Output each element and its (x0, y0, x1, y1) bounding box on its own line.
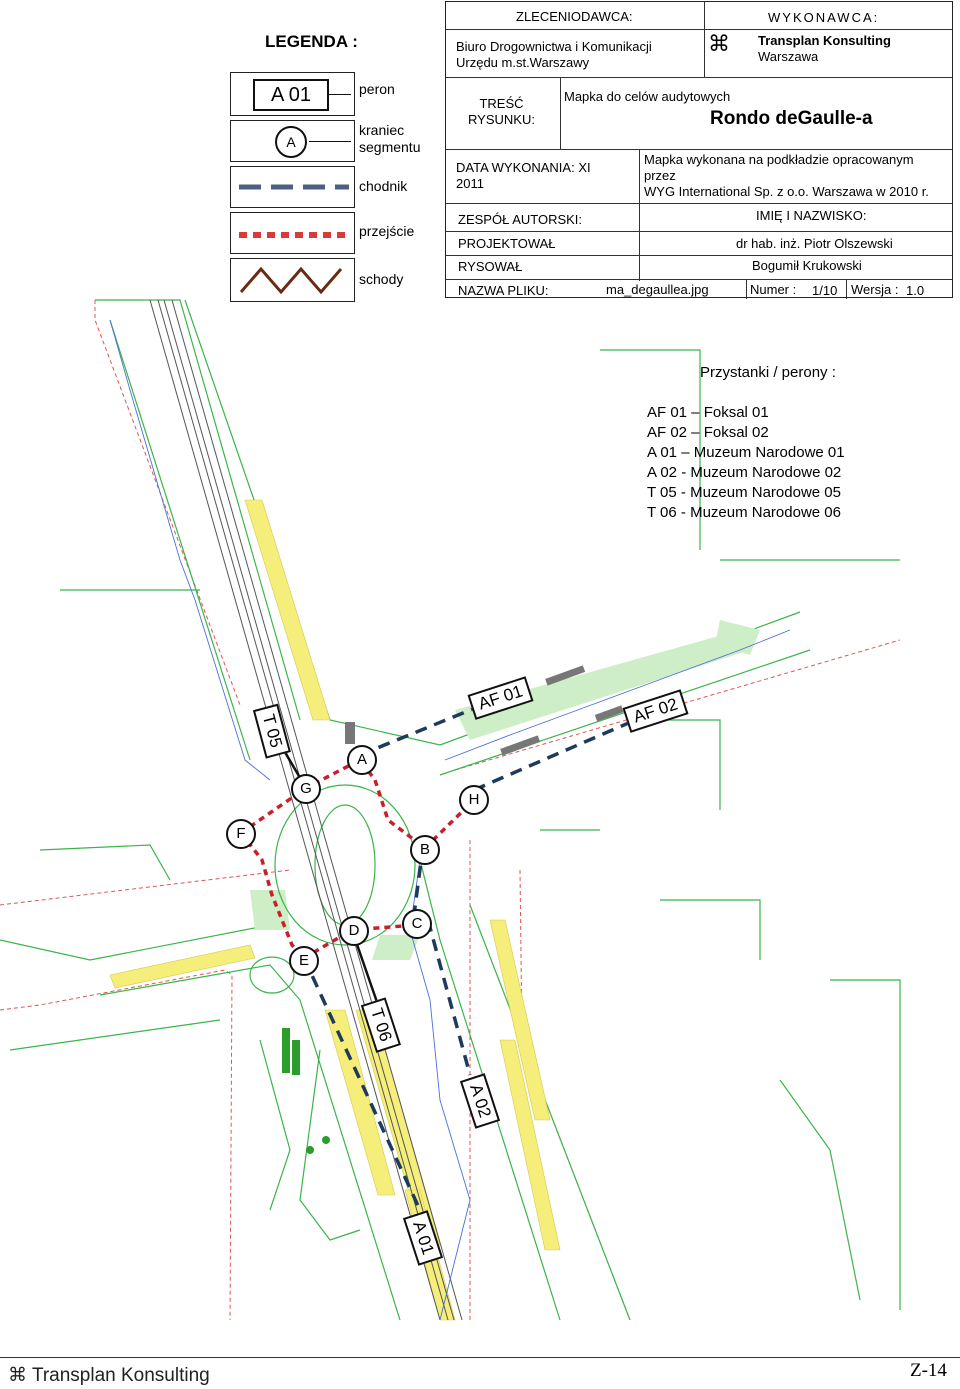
stops-list (647, 403, 845, 523)
roundabout (250, 785, 415, 993)
platform-A02[interactable]: A 02 (460, 1073, 500, 1129)
platform-AF02[interactable]: AF 02 (622, 689, 688, 733)
legend-label-przejscie: przejście (359, 223, 415, 239)
segment-node-D[interactable]: D (339, 916, 369, 946)
segment-node-G[interactable]: G (291, 774, 321, 804)
version-label: Wersja : (851, 282, 899, 297)
legend-label-kraniec: kraniec segmentu (359, 122, 421, 155)
footer-brand (8, 1364, 210, 1387)
client-name: Biuro Drogownictwa i Komunikacji Urzędu m.st.Warszawy (456, 39, 652, 70)
name-label: IMIĘ I NAZWISKO: (756, 208, 867, 223)
file-label: NAZWA PLIKU: (458, 283, 549, 298)
stop-item: T 05 - Muzeum Narodowe 05 (647, 484, 841, 501)
stop-item: T 06 - Muzeum Narodowe 06 (647, 504, 841, 521)
file-name: ma_degaullea.jpg (606, 282, 709, 297)
content-subtitle: Mapka do celów audytowych (564, 89, 731, 104)
stop-item: AF 02 – Foksal 02 (647, 424, 769, 441)
stops-title: Przystanki / perony : (700, 364, 836, 381)
legend-label-peron: peron (359, 81, 395, 97)
legend-label-schody: schody (359, 271, 404, 287)
date-label: DATA WYKONANIA: XI 2011 (456, 160, 591, 191)
page-number: Z-14 (910, 1360, 947, 1381)
platform-T06[interactable]: T 06 (361, 997, 401, 1052)
segment-node-H[interactable]: H (459, 785, 489, 815)
stop-item: AF 01 – Foksal 01 (647, 404, 769, 421)
legend-title: LEGENDA : (265, 32, 358, 51)
contractor-header: WYKONAWCA: (768, 10, 880, 25)
stop-item: A 02 - Muzeum Narodowe 02 (647, 464, 842, 481)
contractor-logo-icon: ⌘ (708, 31, 730, 56)
platform-A01[interactable]: A 01 (403, 1210, 443, 1266)
sidewalk-routes (304, 700, 640, 1210)
legend-segment-sample: A (275, 126, 307, 158)
drawn-label: RYSOWAŁ (458, 259, 523, 274)
number-label: Numer : (750, 282, 797, 297)
client-header: ZLECENIODAWCA: (516, 9, 633, 24)
team-label: ZESPÓŁ AUTORSKI: (458, 212, 583, 227)
platform-T05[interactable]: T 05 (253, 704, 291, 759)
content-label: TREŚĆ RYSUNKU: (468, 96, 535, 127)
version-value: 1.0 (906, 283, 925, 298)
number-value: 1/10 (812, 283, 838, 298)
designed-label: PROJEKTOWAŁ (458, 236, 556, 251)
segment-node-A[interactable]: A (347, 745, 377, 775)
legend-label-chodnik: chodnik (359, 178, 408, 194)
segment-node-B[interactable]: B (410, 835, 440, 865)
platform-AF01[interactable]: AF 01 (467, 676, 533, 720)
drawn-name: Bogumił Krukowski (752, 258, 862, 273)
footer-divider (0, 1357, 960, 1358)
source-note: Mapka wykonana na podkładzie opracowanym przez WYG International Sp. z o.o. Warszawa w 2010 r. (644, 152, 929, 199)
segment-node-F[interactable]: F (226, 819, 256, 849)
segment-node-E[interactable]: E (289, 946, 319, 976)
contractor-city: Warszawa (758, 49, 819, 64)
legend-platform-sample: A 01 (253, 79, 329, 111)
segment-node-C[interactable]: C (402, 909, 432, 939)
command-icon: ⌘ (8, 1365, 27, 1386)
stop-item: A 01 – Muzeum Narodowe 01 (647, 444, 845, 461)
yellow-platforms (110, 500, 560, 1320)
designed-name: dr hab. inż. Piotr Olszewski (736, 236, 893, 251)
vegetation-marks (282, 1028, 330, 1154)
footer-brand-text: Transplan Konsulting (31, 1365, 210, 1386)
content-title: Rondo deGaulle-a (710, 108, 873, 129)
contractor-name: Transplan Konsulting (758, 33, 891, 48)
